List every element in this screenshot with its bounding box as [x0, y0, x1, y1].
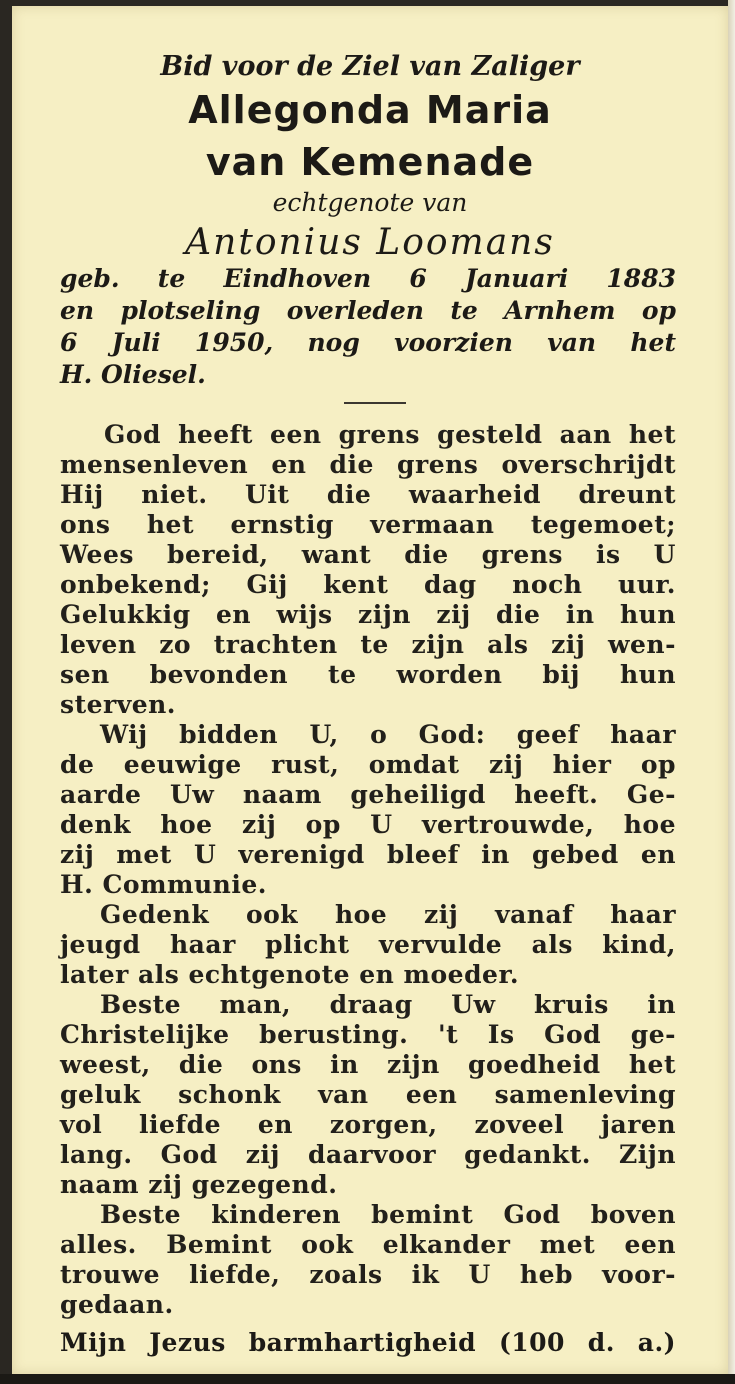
- text-line: sterven.: [60, 690, 177, 719]
- intro-line: Bid voor de Ziel van Zaliger: [160, 51, 580, 82]
- text-line: Gedenk ook hoe zij vanaf haar: [100, 900, 676, 929]
- text-line: Wees bereid, want die grens is U: [60, 540, 676, 569]
- card-edge-right: [728, 0, 735, 1384]
- text-line: trouwe liefde, zoals ik U heb voor-: [60, 1260, 676, 1289]
- deceased-name-line1: Allegonda Maria: [188, 88, 552, 132]
- deceased-name-line2: van Kemenade: [205, 140, 535, 184]
- text-line: zij met U verenigd bleef in gebed en: [60, 840, 676, 869]
- text-line: lang. God zij daarvoor gedankt. Zijn: [60, 1140, 676, 1169]
- text-line: geluk schonk van een samenleving: [60, 1080, 676, 1109]
- spouse-label: echtgenote van: [272, 188, 468, 217]
- text-line: Beste kinderen bemint God boven: [100, 1200, 676, 1229]
- text-line: onbekend; Gij kent dag noch uur.: [60, 570, 676, 599]
- text-line: sen bevonden te worden bij hun: [60, 660, 676, 689]
- text-line: ons het ernstig vermaan tegemoet;: [60, 510, 676, 539]
- text-line: naam zij gezegend.: [60, 1170, 338, 1199]
- text-line: leven zo trachten te zijn als zij wen-: [60, 630, 676, 659]
- text-line: alles. Bemint ook elkander met een: [60, 1230, 676, 1259]
- text-line: vol liefde en zorgen, zoveel jaren: [60, 1110, 676, 1139]
- text-line: de eeuwige rust, omdat zij hier op: [60, 750, 676, 779]
- text-line: God heeft een grens gesteld aan het: [104, 420, 676, 449]
- birth-death-line: 6 Juli 1950, nog voorzien van het: [60, 328, 676, 357]
- text-line: later als echtgenote en moeder.: [60, 960, 520, 989]
- text-line: Gelukkig en wijs zijn zij die in hun: [60, 600, 676, 629]
- spouse-name: Antonius Loomans: [185, 222, 555, 263]
- text-line: H. Communie.: [60, 870, 267, 899]
- text-line: Beste man, draag Uw kruis in: [100, 990, 676, 1019]
- memorial-card: [12, 6, 728, 1374]
- text-line: denk hoe zij op U vertrouwde, hoe: [60, 810, 676, 839]
- divider: [344, 402, 406, 404]
- text-line: Hij niet. Uit die waarheid dreunt: [60, 480, 676, 509]
- text-line: weest, die ons in zijn goedheid het: [60, 1050, 676, 1079]
- card-edge-bottom: [0, 1374, 735, 1384]
- text-line: gedaan.: [60, 1290, 174, 1319]
- text-line: Christelijke berusting. 't Is God ge-: [60, 1020, 676, 1049]
- text-line: jeugd haar plicht vervulde als kind,: [60, 930, 676, 959]
- text-line: aarde Uw naam geheiligd heeft. Ge-: [60, 780, 676, 809]
- indulgence-prayer: Mijn Jezus barmhartigheid (100 d. a.): [60, 1328, 676, 1357]
- text-line: Wij bidden U, o God: geef haar: [100, 720, 676, 749]
- birth-death-line: geb. te Eindhoven 6 Januari 1883: [60, 264, 676, 293]
- birth-death-line: H. Oliesel.: [60, 360, 206, 389]
- text-line: mensenleven en die grens overschrijdt: [60, 450, 676, 479]
- birth-death-line: en plotseling overleden te Arnhem op: [60, 296, 676, 325]
